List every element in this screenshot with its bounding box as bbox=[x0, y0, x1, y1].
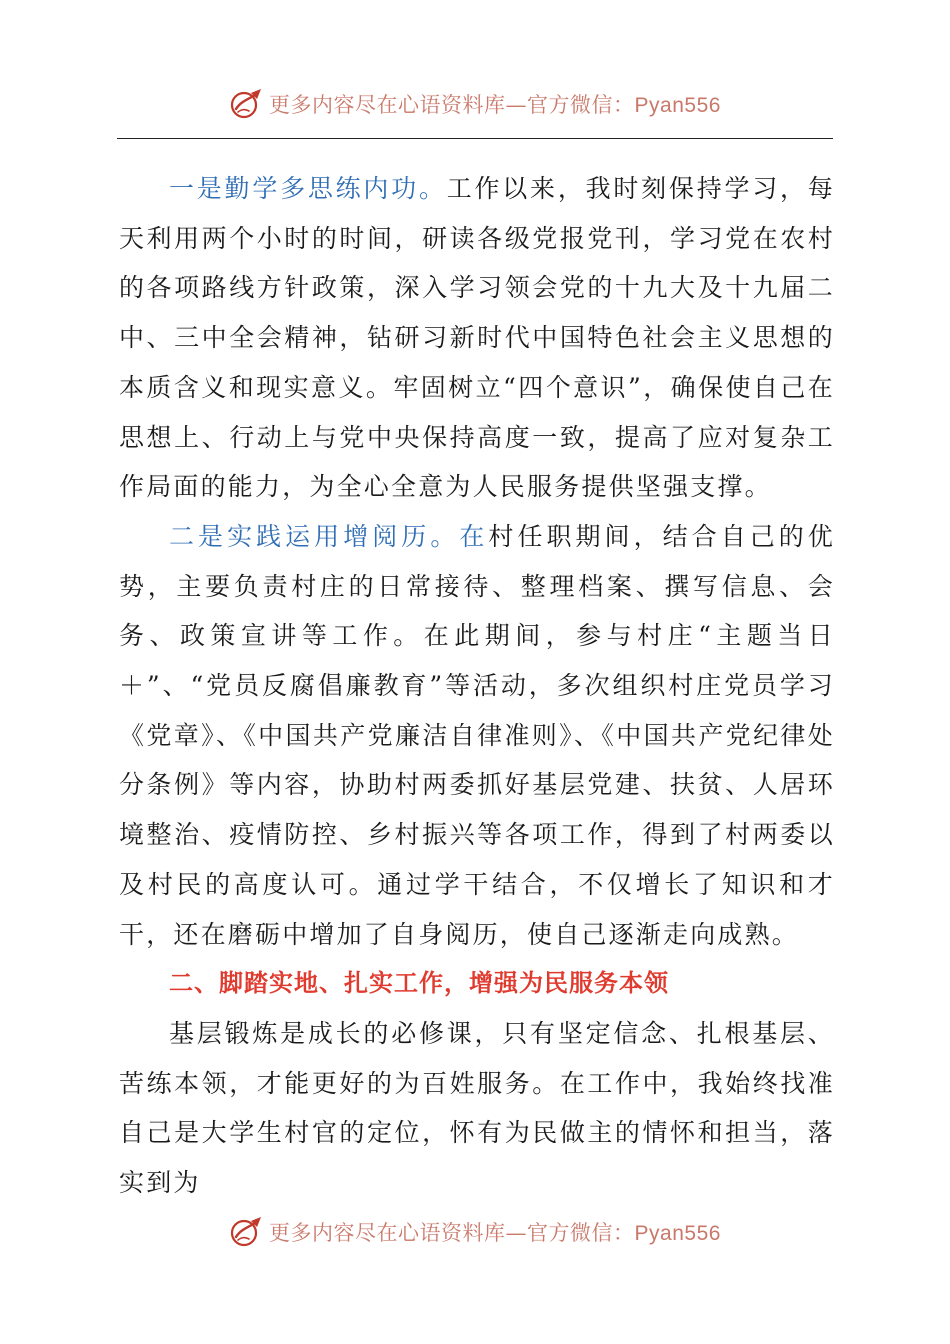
footer-banner bbox=[0, 1212, 950, 1252]
pen-nib-swirl-logo-icon bbox=[229, 87, 263, 121]
banner-text: 更多内容尽在心语资料库—官方微信：Pyan556 bbox=[269, 93, 721, 117]
paragraph-text: 村任职期间，结合自己的优势，主要负责村庄的日常接待、整理档案、撰写信息、会务、政策宣讲等工作。在此期间，参与村庄“主题当日＋”、“党员反腐倡廉教育”等活动，多次组织村庄党员学习《党章》、《中国共产党廉洁自律准则》、《中国共产党纪律处分条例》等内容，协助村两委抓好基层党建、扶贫、人居环境整治、疫情防控、乡村振兴等各项工作，得到了村两委以及村民的高度认可。通过学干结合，不仅增长了知识和才干，还在磨砺中增加了自身阅历，使自己逐渐走向成熟。 bbox=[119, 521, 836, 949]
paragraph-lead: 二是实践运用增阅历。在 bbox=[169, 521, 489, 551]
paragraph-practice bbox=[119, 512, 835, 959]
paragraph-lead: 一是勤学多思练内功。 bbox=[169, 174, 447, 203]
pen-nib-swirl-logo-icon bbox=[229, 1215, 263, 1249]
paragraph-text: 工作以来，我时刻保持学习，每天利用两个小时的时间，研读各级党报党刊，学习党在农村的各项路线方针政策，深入学习领会党的十九大及十九届二中、三中全会精神，钻研习新时代中国特色社会主义思想的本质含义和现实意义。牢固树立“四个意识”，确保使自己在思想上、行动上与党中央保持高度一致，提高了应对复杂工作局面的能力，为全心全意为人民服务提供坚强支撑。 bbox=[119, 174, 835, 502]
wechat-id: Pyan556 bbox=[634, 94, 721, 117]
section-heading: 二、脚踏实地、扎实工作，增强为民服务本领 bbox=[169, 969, 669, 998]
banner-text: 更多内容尽在心语资料库—官方微信：Pyan556 bbox=[269, 1221, 721, 1245]
header-divider bbox=[117, 138, 833, 139]
wechat-id: Pyan556 bbox=[634, 1222, 721, 1245]
paragraph-study bbox=[119, 164, 835, 512]
paragraph-closing: 基层锻炼是成长的必修课，只有坚定信念、扎根基层、苦练本领，才能更好的为百姓服务。在工作中，我始终找准自己是大学生村官的定位，怀有为民做主的情怀和担当，落实到为 bbox=[119, 1018, 835, 1198]
header-banner bbox=[0, 84, 950, 124]
document-body bbox=[119, 164, 835, 1208]
